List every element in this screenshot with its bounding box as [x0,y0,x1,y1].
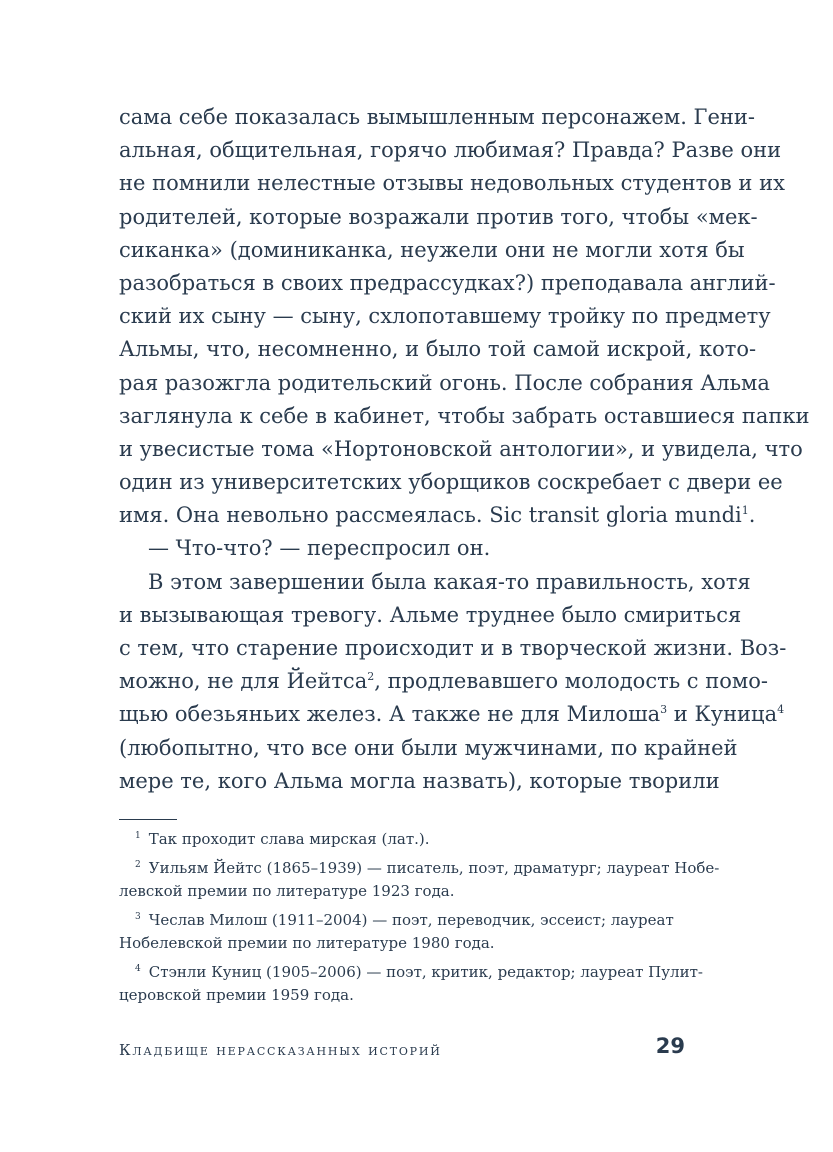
text-segment: можно, не для Йейтса [119,669,368,694]
page-number: 29 [655,1034,685,1058]
text-line: разобраться в своих предрассудках?) преподавала англий- [119,270,776,295]
footnote-item [119,828,685,851]
text-line: сиканка» (доминиканка, неужели они не могли хотя бы [119,237,745,262]
text-line: сама себе показалась вымышленным персонажем. Гени- [119,105,755,129]
text-line: заглянула к себе в кабинет, чтобы забрать оставшиеся папки [119,403,810,428]
main-text [119,101,810,798]
footnote-text: Чеслав Милош (1911–2004) — поэт, переводчик, эссеист; лауреат [148,911,674,929]
text-line: родителей, которые возражали против того, чтобы «мек- [119,204,758,229]
text-line: Альмы, что, несомненно, и было той самой искрой, кото- [119,337,757,362]
text-segment: и Куница [667,702,778,727]
text-line: — Что-что? — переспросил он. [148,536,491,561]
footnote-number: 2 [135,860,141,870]
footnote-line: Нобелевской премии по литературе 1980 года. [119,934,495,952]
text-line: один из университетских уборщиков соскребает с двери ее [119,470,783,495]
footnotes [119,828,720,1013]
footnote-line [119,857,720,880]
text-segment: . [748,503,756,528]
footnote-marker: 1 [741,504,749,518]
text-line: не помнили нелестные отзывы недовольных студентов и их [119,171,785,196]
footnote-marker: 4 [777,703,785,717]
text-line: рая разожгла родительский огонь. После собрания Альма [119,370,770,395]
text-segment: имя. Она невольно рассмеялась. Sic transit gloria mundi [119,503,742,528]
footnote-text: Стэнли Куниц (1905–2006) — поэт, критик, редактор; лауреат Пулит- [148,963,703,981]
footnote-line [119,828,685,851]
footnote-number: 3 [135,912,141,922]
footnote-line [119,909,685,932]
text-segment: , продлевавшего молодость с помо- [374,669,768,694]
footnote-number: 4 [135,964,141,974]
footnote-number: 1 [135,831,141,841]
footnote-line: церовской премии 1959 года. [119,986,354,1004]
text-segment: щью обезьяньих желез. А также не для Милоша [119,702,661,727]
footnote-line [119,961,703,984]
footnote-item [119,909,685,955]
text-line [119,499,756,532]
footnote-divider [119,819,177,820]
footnote-item [119,857,720,903]
text-line: В этом завершении была какая-то правильность, хотя [148,569,751,594]
footnote-item [119,961,703,1007]
text-line: и увесистые тома «Нортоновской антологии», и увидела, что [119,436,803,461]
footnote-text: Так проходит слава мирская (лат.). [148,830,430,848]
text-line: и вызывающая тревогу. Альме труднее было смириться [119,602,742,627]
text-line: с тем, что старение происходит и в творческой жизни. Воз- [119,636,787,660]
text-line [119,698,785,731]
text-line: альная, общительная, горячо любимая? Правда? Разве они [119,138,782,163]
text-line: мере те, кого Альма могла назвать), которые творили [119,768,720,793]
footnote-marker: 3 [660,703,668,717]
text-line: (любопытно, что все они были мужчинами, по крайней [119,735,738,760]
text-line [119,665,768,698]
footnote-line: левской премии по литературе 1923 года. [119,882,455,900]
footnote-marker: 2 [367,670,375,684]
text-line: ский их сыну — сыну, схлопотавшему тройку по предмету [119,304,771,329]
footnote-text: Уильям Йейтс (1865–1939) — писатель, поэт, драматург; лауреат Нобе- [148,859,720,877]
running-title: Кладбище нерассказанных историй [119,1041,442,1059]
